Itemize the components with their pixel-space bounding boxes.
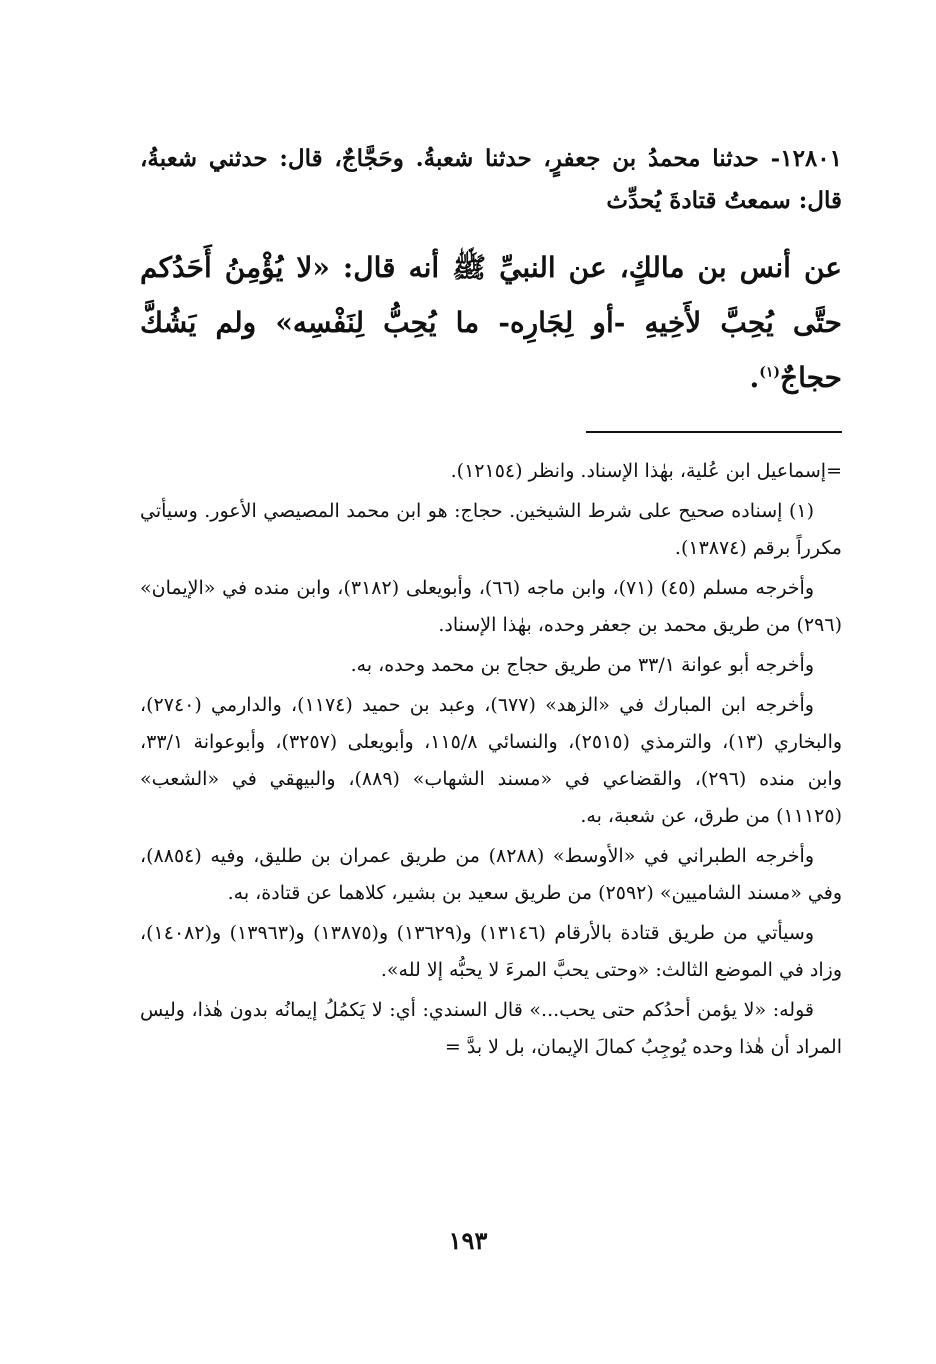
hadith-matn-text: عن أنس بن مالكٍ، عن النبيِّ ﷺ أنه قال: «لا يُؤْمِنُ أَحَدُكم حتَّى يُحِبَّ لأَخِيهِ -أو لِجَارِه- ما يُحِبُّ لِنَفْسِه» ولم يَشُكَّ حجاجٌ — [140, 251, 842, 394]
page-number: ١٩٣ — [448, 1226, 488, 1255]
hadith-end: . — [749, 361, 760, 394]
page-body — [140, 138, 842, 1066]
footnote-marker: (١) — [759, 364, 780, 381]
footnote-divider — [586, 431, 842, 433]
hadith-chain: ١٢٨٠١- حدثنا محمدُ بن جعفرٍ، حدثنا شعبةُ. وحَجَّاجٌ، قال: حدثني شعبةُ، قال: سمعتُ قتادةَ يُحدِّث — [140, 145, 842, 214]
footnote-paragraph: وأخرجه مسلم (٤٥) (٧١)، وابن ماجه (٦٦)، وأبويعلى (٣١٨٢)، وابن منده في «الإيمان» (٢٩٦) من طريق محمد بن جعفر وحده، بهٰذا الإسناد. — [140, 577, 842, 636]
footnote-continuation: =إسماعيل ابن عُلية، بهٰذا الإسناد. وانظر (١٢١٥٤). — [450, 460, 842, 482]
footnote-paragraph: وأخرجه ابن المبارك في «الزهد» (٦٧٧)، وعبد بن حميد (١١٧٤)، والدارمي (٢٧٤٠)، والبخاري (١٣)، والترمذي (٢٥١٥)، والنسائي ١١٥/٨، وأبويعلى (٣٢٥٧)، وأبوعوانة ٣٣/١، وابن منده (٢٩٦)، والقضاعي في «مسند الشهاب» (٨٨٩)، والبيهقي في «الشعب» (١١١٢٥) من طرق، عن شعبة، به. — [140, 694, 843, 827]
footnote-paragraph: وأخرجه أبو عوانة ٣٣/١ من طريق حجاج بن محمد وحده، به. — [350, 654, 814, 676]
footnotes — [140, 453, 842, 1066]
footnote-1: (١) إسناده صحيح على شرط الشيخين. حجاج: هو ابن محمد المصيصي الأعور. وسيأتي مكرراً برقم (١٣٨٧٤). — [140, 500, 842, 559]
hadith-text — [140, 240, 842, 405]
footnote-paragraph: قوله: «لا يؤمن أحدُكم حتى يحب...» قال السندي: أي: لا يَكمُلُ إيمانُه بدون هٰذا، وليس المراد أن هٰذا وحده يُوجِبُ كمالَ الإيمان، بل لا بدَّ = — [140, 999, 842, 1058]
footnote-paragraph: وسيأتي من طريق قتادة بالأرقام (١٣١٤٦) و(١٣٦٢٩) و(١٣٨٧٥) و(١٣٩٦٣) و(١٤٠٨٢)، وزاد في الموضع الثالث: «وحتى يحبَّ المرءَ لا يحبُّه إلا لله». — [140, 922, 842, 981]
footnote-paragraph: وأخرجه الطبراني في «الأوسط» (٨٢٨٨) من طريق عمران بن طليق، وفيه (٨٨٥٤)، وفي «مسند الشاميين» (٢٥٩٢) من طريق سعيد بن بشير، كلاهما عن قتادة، به. — [140, 845, 842, 904]
